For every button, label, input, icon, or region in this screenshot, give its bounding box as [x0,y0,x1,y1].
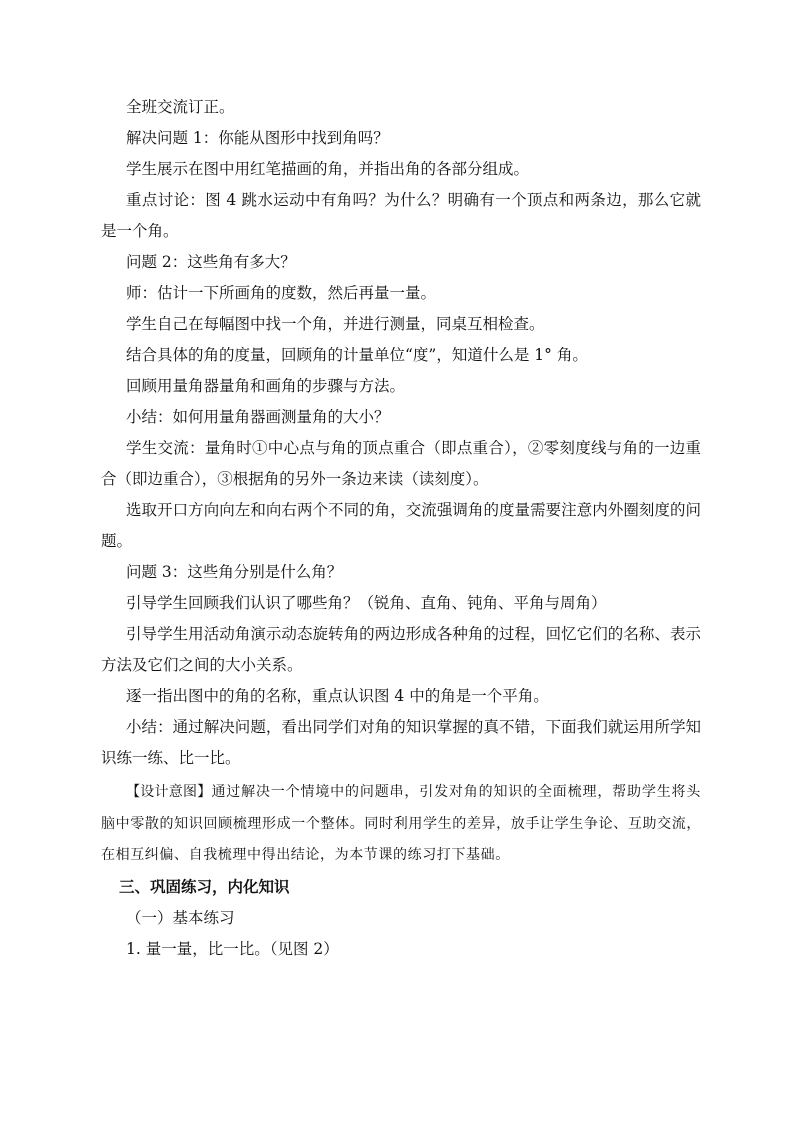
exercise-item: 1. 量一量，比一比。（见图 2） [126,939,339,958]
paragraph: 解决问题 1：你能从图形中找到角吗？ [126,129,389,147]
paragraph: 学生展示在图中用红笔描画的角，并指出角的各部分组成。 [126,160,530,178]
paragraph: 学生交流：量角时①中心点与角的顶点重合（即点重合），②零刻度线与角的一边重合（即边重合），③根据角的另外一条边来读（读刻度）。 [101,439,701,488]
paragraph: 全班交流订正。 [126,98,235,116]
paragraph: 逐一指出图中的角的名称，重点认识图 4 中的角是一个平角。 [126,687,549,705]
subsection-heading: （一）基本练习 [126,908,235,927]
paragraph: 小结：通过解决问题，看出同学们对角的知识掌握的真不错，下面我们就运用所学知识练一练、比一比。 [101,718,701,767]
paragraph: 重点讨论：图 4 跳水运动中有角吗？为什么？明确有一个顶点和两条边，那么它就是一个角。 [101,191,701,240]
paragraph: 结合具体的角的度量，回顾角的计量单位“度”，知道什么是 1° 角。 [126,346,588,364]
paragraph: 选取开口方向向左和向右两个不同的角，交流强调角的度量需要注意内外圈刻度的问题。 [101,501,701,550]
paragraph: 小结：如何用量角器画测量角的大小？ [126,408,390,426]
paragraph: 问题 3：这些角分别是什么角？ [126,563,343,581]
document-body [101,92,701,965]
design-intent-note [101,777,701,872]
paragraph: 回顾用量角器量角和画角的步骤与方法。 [126,377,406,395]
section-heading: 三、巩固练习，内化知识 [119,877,290,896]
paragraph: 引导学生用活动角演示动态旋转角的两边形成各种角的过程，回忆它们的名称、表示方法及它们之间的大小关系。 [101,625,701,674]
design-intent-tag: 【设计意图】 [126,784,212,800]
paragraph: 问题 2：这些角有多大？ [126,253,296,271]
paragraph: 学生自己在每幅图中找一个角，并进行测量，同桌互相检查。 [126,315,545,333]
paragraph: 师：估计一下所画角的度数，然后再量一量。 [126,284,437,302]
paragraph: 引导学生回顾我们认识了哪些角？（锐角、直角、钝角、平角与周角） [126,594,607,612]
design-intent-text: 通过解决一个情境中的问题串，引发对角的知识的全面梳理，帮助学生将头脑中零散的知识回顾梳理形成一个整体。同时利用学生的差异，放手让学生争论、互助交流，在相互纠偏、自我梳理中得出结论，为本节课的练习打下基础。 [101,784,701,863]
